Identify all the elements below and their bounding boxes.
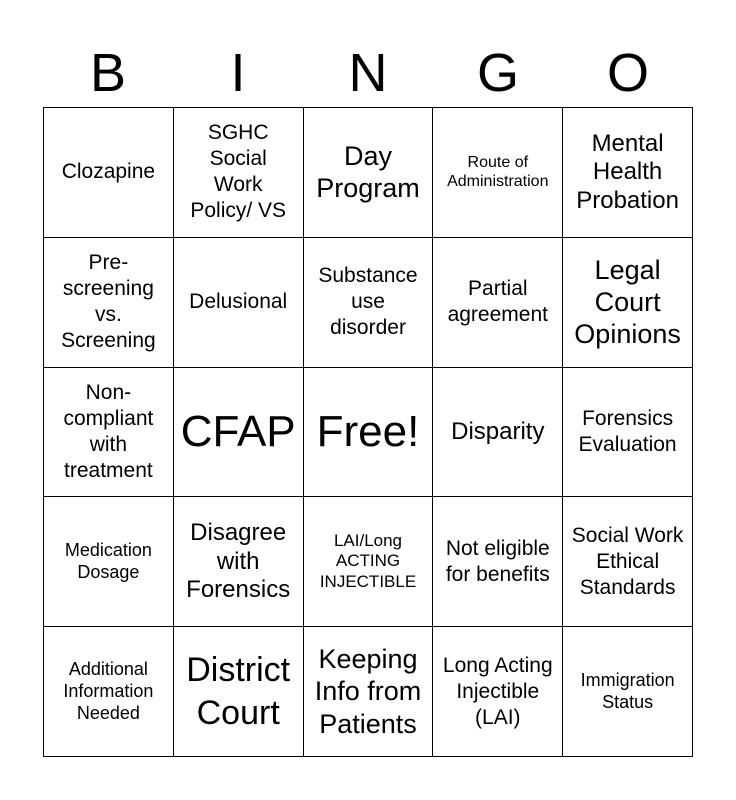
bingo-cell[interactable]: [174, 238, 304, 368]
bingo-cell[interactable]: [563, 627, 693, 757]
bingo-cell[interactable]: [433, 627, 563, 757]
cell-text: Keeping Info from Patients: [314, 644, 422, 739]
cell-text: SGHC Social Work Policy/ VS: [190, 121, 287, 223]
header-letter-i: I: [230, 43, 246, 103]
header-letter-n: N: [348, 43, 388, 103]
bingo-cell[interactable]: [174, 627, 304, 757]
bingo-cell[interactable]: [563, 368, 693, 498]
bingo-cell[interactable]: [44, 497, 174, 627]
free-space-cell[interactable]: [304, 368, 434, 498]
cell-text: LAI/Long ACTING INJECTIBLE: [319, 530, 417, 592]
cell-text: Social Work Ethical Standards: [571, 523, 684, 599]
cell-text: Day Program: [316, 141, 420, 204]
bingo-cell[interactable]: [44, 108, 174, 238]
bingo-cell[interactable]: [174, 368, 304, 498]
bingo-cell[interactable]: [44, 627, 174, 757]
cell-text: Legal Court Opinions: [574, 254, 681, 350]
cell-text: Delusional: [189, 290, 288, 314]
cell-text: Pre-screening vs. Screening: [61, 251, 156, 353]
cell-text: Long Acting Injectible (LAI): [442, 653, 553, 729]
cell-text: Non-compliant with treatment: [63, 380, 154, 483]
bingo-cell[interactable]: [304, 238, 434, 368]
bingo-cell[interactable]: [433, 108, 563, 238]
bingo-cell[interactable]: [433, 368, 563, 498]
bingo-cell[interactable]: [304, 627, 434, 757]
cell-text: Mental Health Probation: [576, 129, 679, 214]
bingo-header: [43, 40, 693, 106]
bingo-cell[interactable]: [433, 497, 563, 627]
cell-text: Free!: [316, 406, 420, 456]
cell-text: Forensics Evaluation: [578, 406, 677, 456]
bingo-board: [43, 107, 693, 757]
cell-text: Medication Dosage: [64, 539, 152, 582]
header-letter-o: O: [606, 43, 649, 103]
header-letter-g: G: [476, 43, 519, 103]
header-letter-b: B: [89, 43, 127, 103]
bingo-cell[interactable]: [174, 108, 304, 238]
bingo-cell[interactable]: [563, 497, 693, 627]
bingo-cell[interactable]: [433, 238, 563, 368]
bingo-cell[interactable]: [563, 238, 693, 368]
cell-text: CFAP: [180, 406, 296, 456]
cell-text: Disagree with Forensics: [186, 519, 291, 603]
cell-text: Immigration Status: [580, 669, 675, 712]
bingo-cell[interactable]: [174, 497, 304, 627]
cell-text: Partial agreement: [447, 277, 548, 327]
bingo-cell[interactable]: [304, 497, 434, 627]
bingo-cell[interactable]: [44, 368, 174, 498]
bingo-cell[interactable]: [563, 108, 693, 238]
cell-text: Not eligible for benefits: [445, 536, 550, 586]
cell-text: District Court: [186, 650, 291, 732]
cell-text: Additional Information Needed: [63, 658, 154, 723]
cell-text: Clozapine: [61, 160, 156, 184]
cell-text: Route of Administration: [447, 154, 549, 191]
cell-text: Disparity: [451, 417, 545, 445]
cell-text: Substance use disorder: [318, 264, 418, 340]
bingo-cell[interactable]: [304, 108, 434, 238]
bingo-cell[interactable]: [44, 238, 174, 368]
